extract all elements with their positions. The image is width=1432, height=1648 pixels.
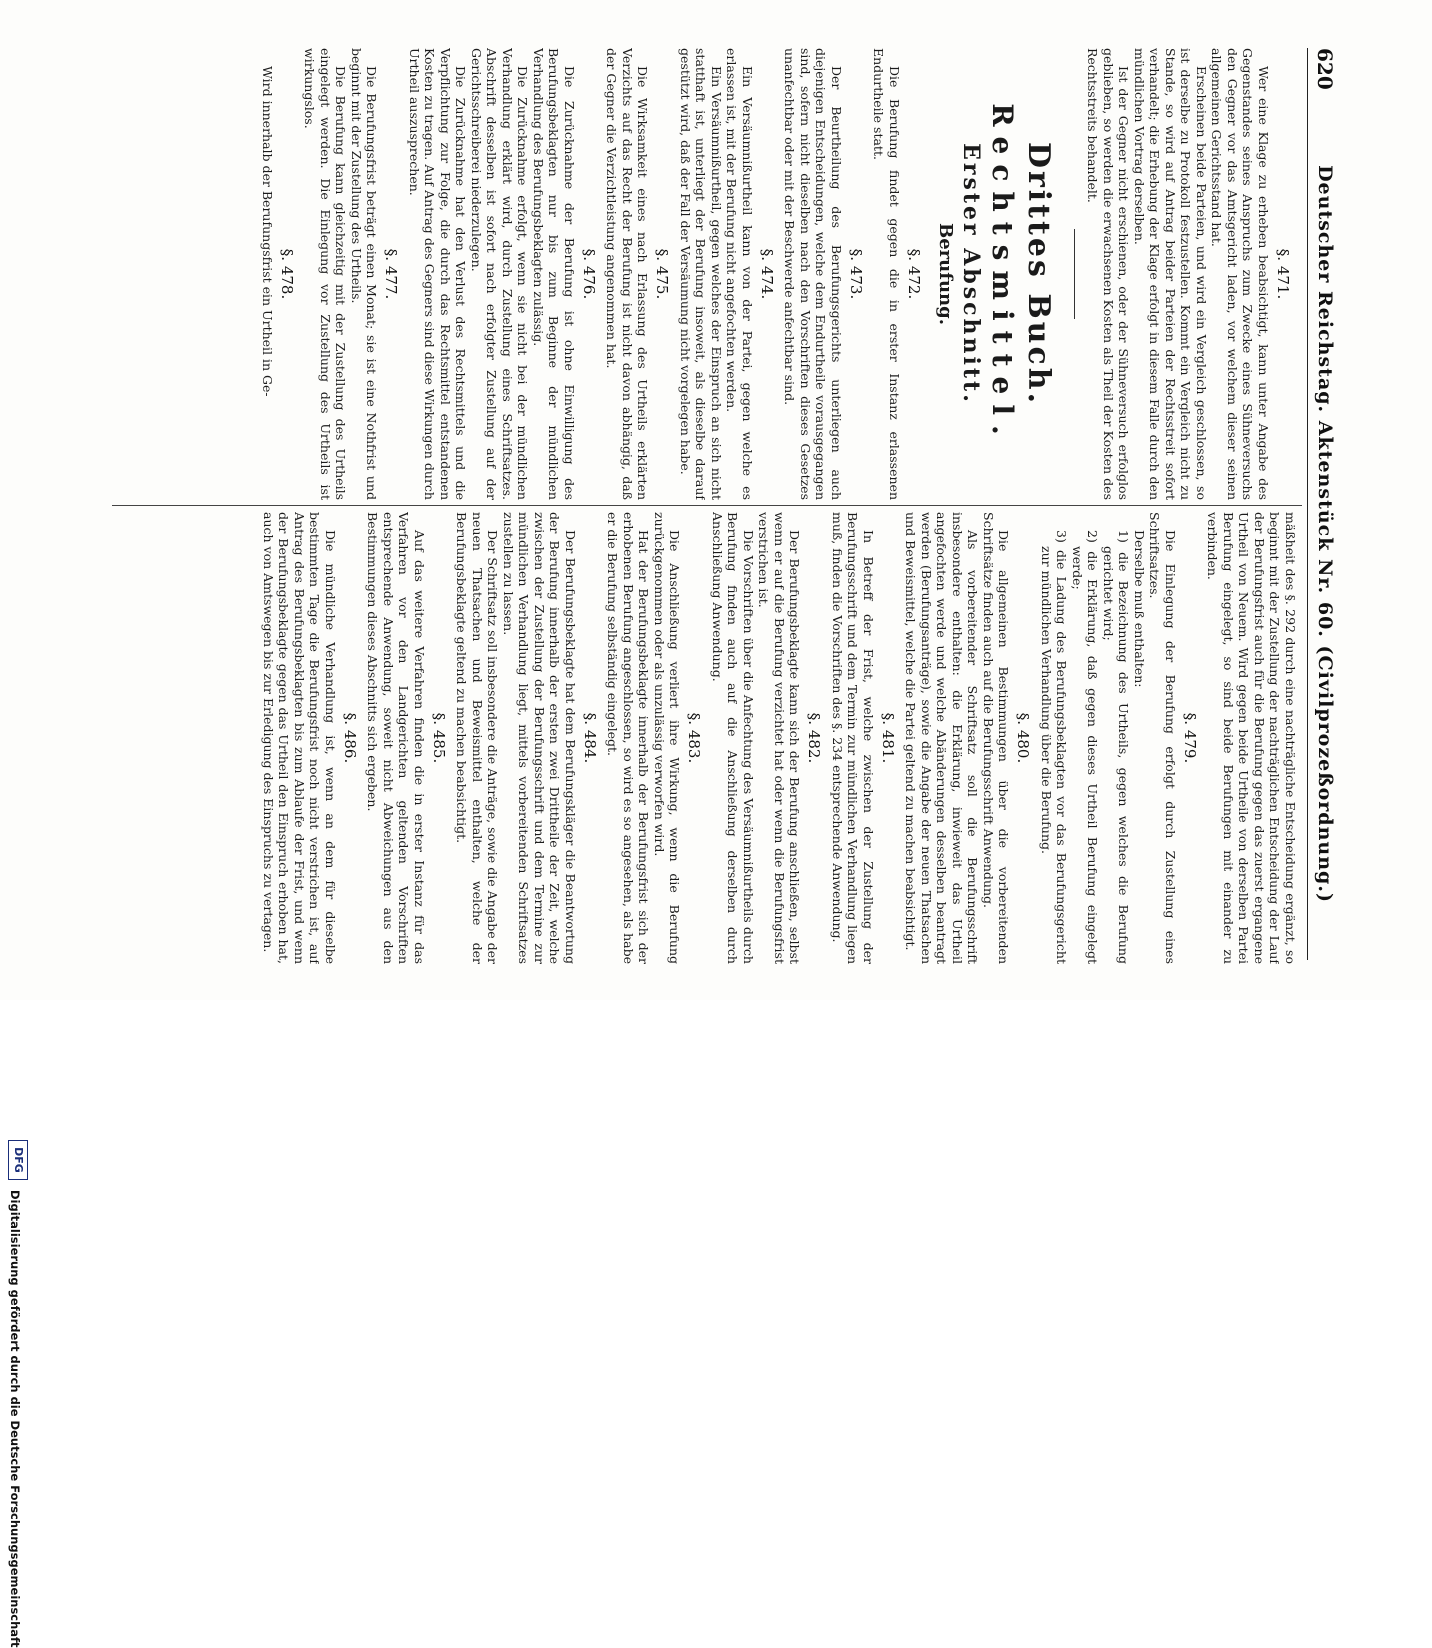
page-header	[1310, 48, 1340, 960]
section-heading: §. 472.	[905, 248, 923, 300]
paragraph: Als vorbereitender Schriftsatz soll die Berufungsschrift insbesondere enthalten: die Erklärung, inwieweit das Urtheil angefochten werde und welche Abänderungen desselben beantragt werden (Berufungsanträge), sowie die Angabe der neuen Thatsachen und Beweismittel, welche die Partei geltend zu machen beabsichtigt.	[903, 512, 981, 964]
left-column	[112, 48, 1298, 500]
section-heading: §. 483.	[685, 712, 704, 764]
section-heading: §. 486.	[341, 712, 359, 764]
paragraph: Die allgemeinen Bestimmungen über die vorbereitenden Schriftsätze finden auch auf die Berufungsschrift Anwendung.	[981, 512, 1012, 964]
paragraph: In Betreff der Frist, welche zwischen der Zustellung der Berufungsschrift und dem Termin zur mündlichen Verhandlung liegen muß, finden die Vorschriften des §. 234 entsprechende Anwendung.	[830, 512, 876, 964]
running-title: Deutscher Reichstag. Aktenstück Nr. 60. (Civilprozeßordnung.)	[1314, 165, 1336, 903]
paragraph: Die Einlegung der Berufung erfolgt durch Zustellung eines Schriftsatzes.	[1147, 512, 1178, 964]
paragraph: Wird innerhalb der Berufungsfrist ein Urtheil in Ge-	[260, 66, 275, 397]
page-number: 620	[1313, 48, 1337, 90]
paragraph: Derselbe muß enthalten:	[1132, 530, 1147, 688]
paragraph: Die Berufung kann gleichzeitig mit der Zustellung des Urtheils eingelegt werden. Die Einlegung vor Zustellung des Urtheils ist wirkungslos.	[302, 48, 349, 500]
section-heading: §. 485.	[430, 712, 448, 764]
paragraph: Die Vorschriften über die Anfechtung des Versäumnißurtheils durch Berufung finden auch auf die Anschließung derselben durch Anschließung Anwendung.	[710, 512, 756, 964]
section-heading: §. 475.	[653, 248, 672, 300]
paragraph: Die Anschließung verliert ihre Wirkung, wenn die Berufung zurückgenommen oder als unzulässig verworfen wird.	[652, 512, 683, 964]
section-heading: §. 477.	[382, 248, 401, 300]
paragraph: Die Berufung findet gegen die in erster Instanz erlassenen Endurtheile statt.	[871, 48, 902, 500]
paragraph: Ein Versäumnißurtheil, gegen welches der Einspruch an sich nicht statthaft ist, unterliegt der Berufung insoweit, als dieselbe darauf gestützt wird, daß der Fall der Versäumung nicht vorgelegen habe.	[678, 48, 724, 500]
paragraph: Wer eine Klage zu erheben beabsichtigt, kann unter Angabe des Gegenstandes seines Anspruchs zum Zwecke eines Sühneversuchs den Gegner vor das Amtsgericht laden, vor welchem dieser seinen allgemeinen Gerichtsstand hat.	[1209, 48, 1271, 500]
chapter-title: Erster Abschnitt.	[958, 143, 984, 405]
section-heading: §. 480.	[1014, 712, 1033, 764]
paragraph: Die Berufungsfrist beträgt einen Monat; sie ist eine Nothfrist und beginnt mit der Zustellung des Urtheils.	[349, 48, 380, 500]
section-heading: §. 479.	[1181, 712, 1199, 764]
paragraph: Die Zurücknahme der Berufung ist ohne Einwilligung des Berufungsbeklagten nur bis zum Beginne der mündlichen Verhandlung des Berufungsbeklagten zulässig.	[531, 48, 577, 500]
right-column	[112, 512, 1298, 964]
section-heading: §. 482.	[805, 712, 824, 764]
list-item: 3) die Ladung des Berufungsbeklagten vor das Berufungsgericht zur mündlichen Verhandlung über die Berufung.	[1039, 530, 1070, 964]
book-title: Drittes Buch.	[1021, 141, 1056, 407]
paragraph: Die mündliche Verhandlung ist, wenn an dem für dieselbe bestimmten Tage die Berufungsfrist noch nicht verstrichen ist, auf Antrag des Berufungsbeklagten bis zum Ablaufe der Frist, und wenn der Berufungsbeklagte gegen das Urtheil den Einspruch erhoben hat, auch von Amtswegen bis zur Erledigung des Einspruchs zu vertagen.	[261, 512, 338, 964]
paragraph: Auf das weitere Verfahren finden die in erster Instanz für das Verfahren vor den Landgerichten geltenden Vorschriften entsprechende Anwendung, soweit nicht Abweichungen aus den Bestimmungen dieses Abschnitts sich ergeben.	[365, 512, 427, 964]
paragraph: Die Zurücknahme hat den Verlust des Rechtsmittels und die Verpflichtung zur Folge, die durch das Rechtsmittel entstandenen Kosten zu tragen. Auf Antrag des Gegners sind diese Wirkungen durch Urtheil auszusprechen.	[407, 48, 469, 500]
paragraph: Die Wirksamkeit eines nach Erlassung des Urtheils erklärten Verzichts auf das Recht der Berufung ist nicht davon abhängig, daß der Gegner die Verzichtleistung angenommen hat.	[604, 48, 651, 500]
paragraph: Der Beurtheilung des Berufungsgerichts unterliegen auch diejenigen Entscheidungen, welche dem Endurtheile vorausgegangen sind, sofern nicht dieselben nach den Vorschriften dieses Gesetzes unanfechtbar oder mit der Beschwerde anfechtbar sind.	[782, 48, 844, 500]
paragraph: Die Zurücknahme erfolgt, wenn sie nicht bei der mündlichen Verhandlung erklärt wird, durch Zustellung eines Schriftsatzes. Abschrift desselben ist sofort nach erfolgter Zustellung auf der Gerichtsschreiberei niederzulegen.	[469, 48, 531, 500]
paragraph: Der Berufungsbeklagte kann sich der Berufung anschließen, selbst wenn er auf die Berufung verzichtet hat oder wenn die Berufungsfrist verstrichen ist.	[756, 512, 803, 964]
section-heading: §. 484.	[581, 712, 599, 764]
paragraph: Ist der Gegner nicht erschienen, oder der Sühneversuch erfolglos geblieben, so werden die erwachsenen Kosten als Theil der Kosten des Rechtsstreits behandelt.	[1085, 48, 1132, 500]
list-item: 2) die Erklärung, daß gegen dieses Urtheil Berufung eingelegt werde;	[1070, 530, 1101, 964]
section-heading: §. 481.	[879, 712, 897, 764]
paragraph-continued: mäßheit des §. 292 durch eine nachträgliche Entscheidung ergänzt, so beginnt mit der Zustellung der nachträglichen Entscheidung der Lauf der Berufungsfrist auch für die Berufung gegen das zuerst ergangene Urtheil von Neuem. Wird gegen beide Urtheile von derselben Partei Berufung eingelegt, so sind beide Berufungen mit einander zu verbinden.	[1205, 512, 1298, 964]
column-divider	[112, 505, 1302, 506]
digitization-credit: Digitalisierung gefördert durch die Deutsche Forschungsgemeinschaft	[8, 1190, 22, 1648]
paragraph: Erscheinen beide Parteien, und wird ein Vergleich geschlossen, so ist derselbe zu Protokoll festzustellen. Kommt ein Vergleich nicht zu Stande, so wird auf Antrag beider Parteien der Rechtsstreit sofort verhandelt; die Erhebung der Klage erfolgt in diesem Falle durch den mündlichen Vortrag derselben.	[1132, 48, 1209, 500]
book-subtitle: Rechtsmittel.	[986, 103, 1019, 445]
paragraph: Hat der Berufungsbeklagte innerhalb der Berufungsfrist sich der erhobenen Berufung angeschlossen, so wird es so angesehen, als habe er die Berufung selbständig eingelegt.	[605, 512, 652, 964]
paragraph: Der Schriftsatz soll insbesondere die Anträge, sowie die Angabe der neuen Thatsachen und Beweismittel enthalten, welche der Berufungsbeklagte geltend zu machen beabsichtigt.	[454, 512, 501, 964]
section-heading: §. 476.	[580, 248, 598, 300]
section-heading: §. 474.	[758, 248, 776, 300]
dfg-logo: DFG	[8, 1140, 28, 1180]
section-heading: §. 478.	[278, 248, 296, 300]
chapter-subtitle: Berufung.	[935, 222, 956, 325]
list-item: 1) die Bezeichnung des Urtheils, gegen welches die Berufung gerichtet wird;	[1101, 530, 1132, 964]
paragraph: Ein Versäumnißurtheil kann von der Partei, gegen welche es erlassen ist, mit der Berufung nicht angefochten werden.	[724, 48, 755, 500]
section-rule	[1074, 229, 1075, 319]
paragraph: Der Berufungsbeklagte hat dem Berufungskläger die Beantwortung der Berufung innerhalb der ersten zwei Drittheile der Zeit, welche zwischen der Zustellung der Berufungsschrift und dem Termine zur mündlichen Verhandlung liegt, mittels vorbereitenden Schriftsatzes zustellen zu lassen.	[501, 512, 578, 964]
section-heading: §. 471.	[1274, 248, 1292, 300]
section-heading: §. 473.	[847, 248, 865, 300]
header-rule	[1307, 48, 1308, 960]
